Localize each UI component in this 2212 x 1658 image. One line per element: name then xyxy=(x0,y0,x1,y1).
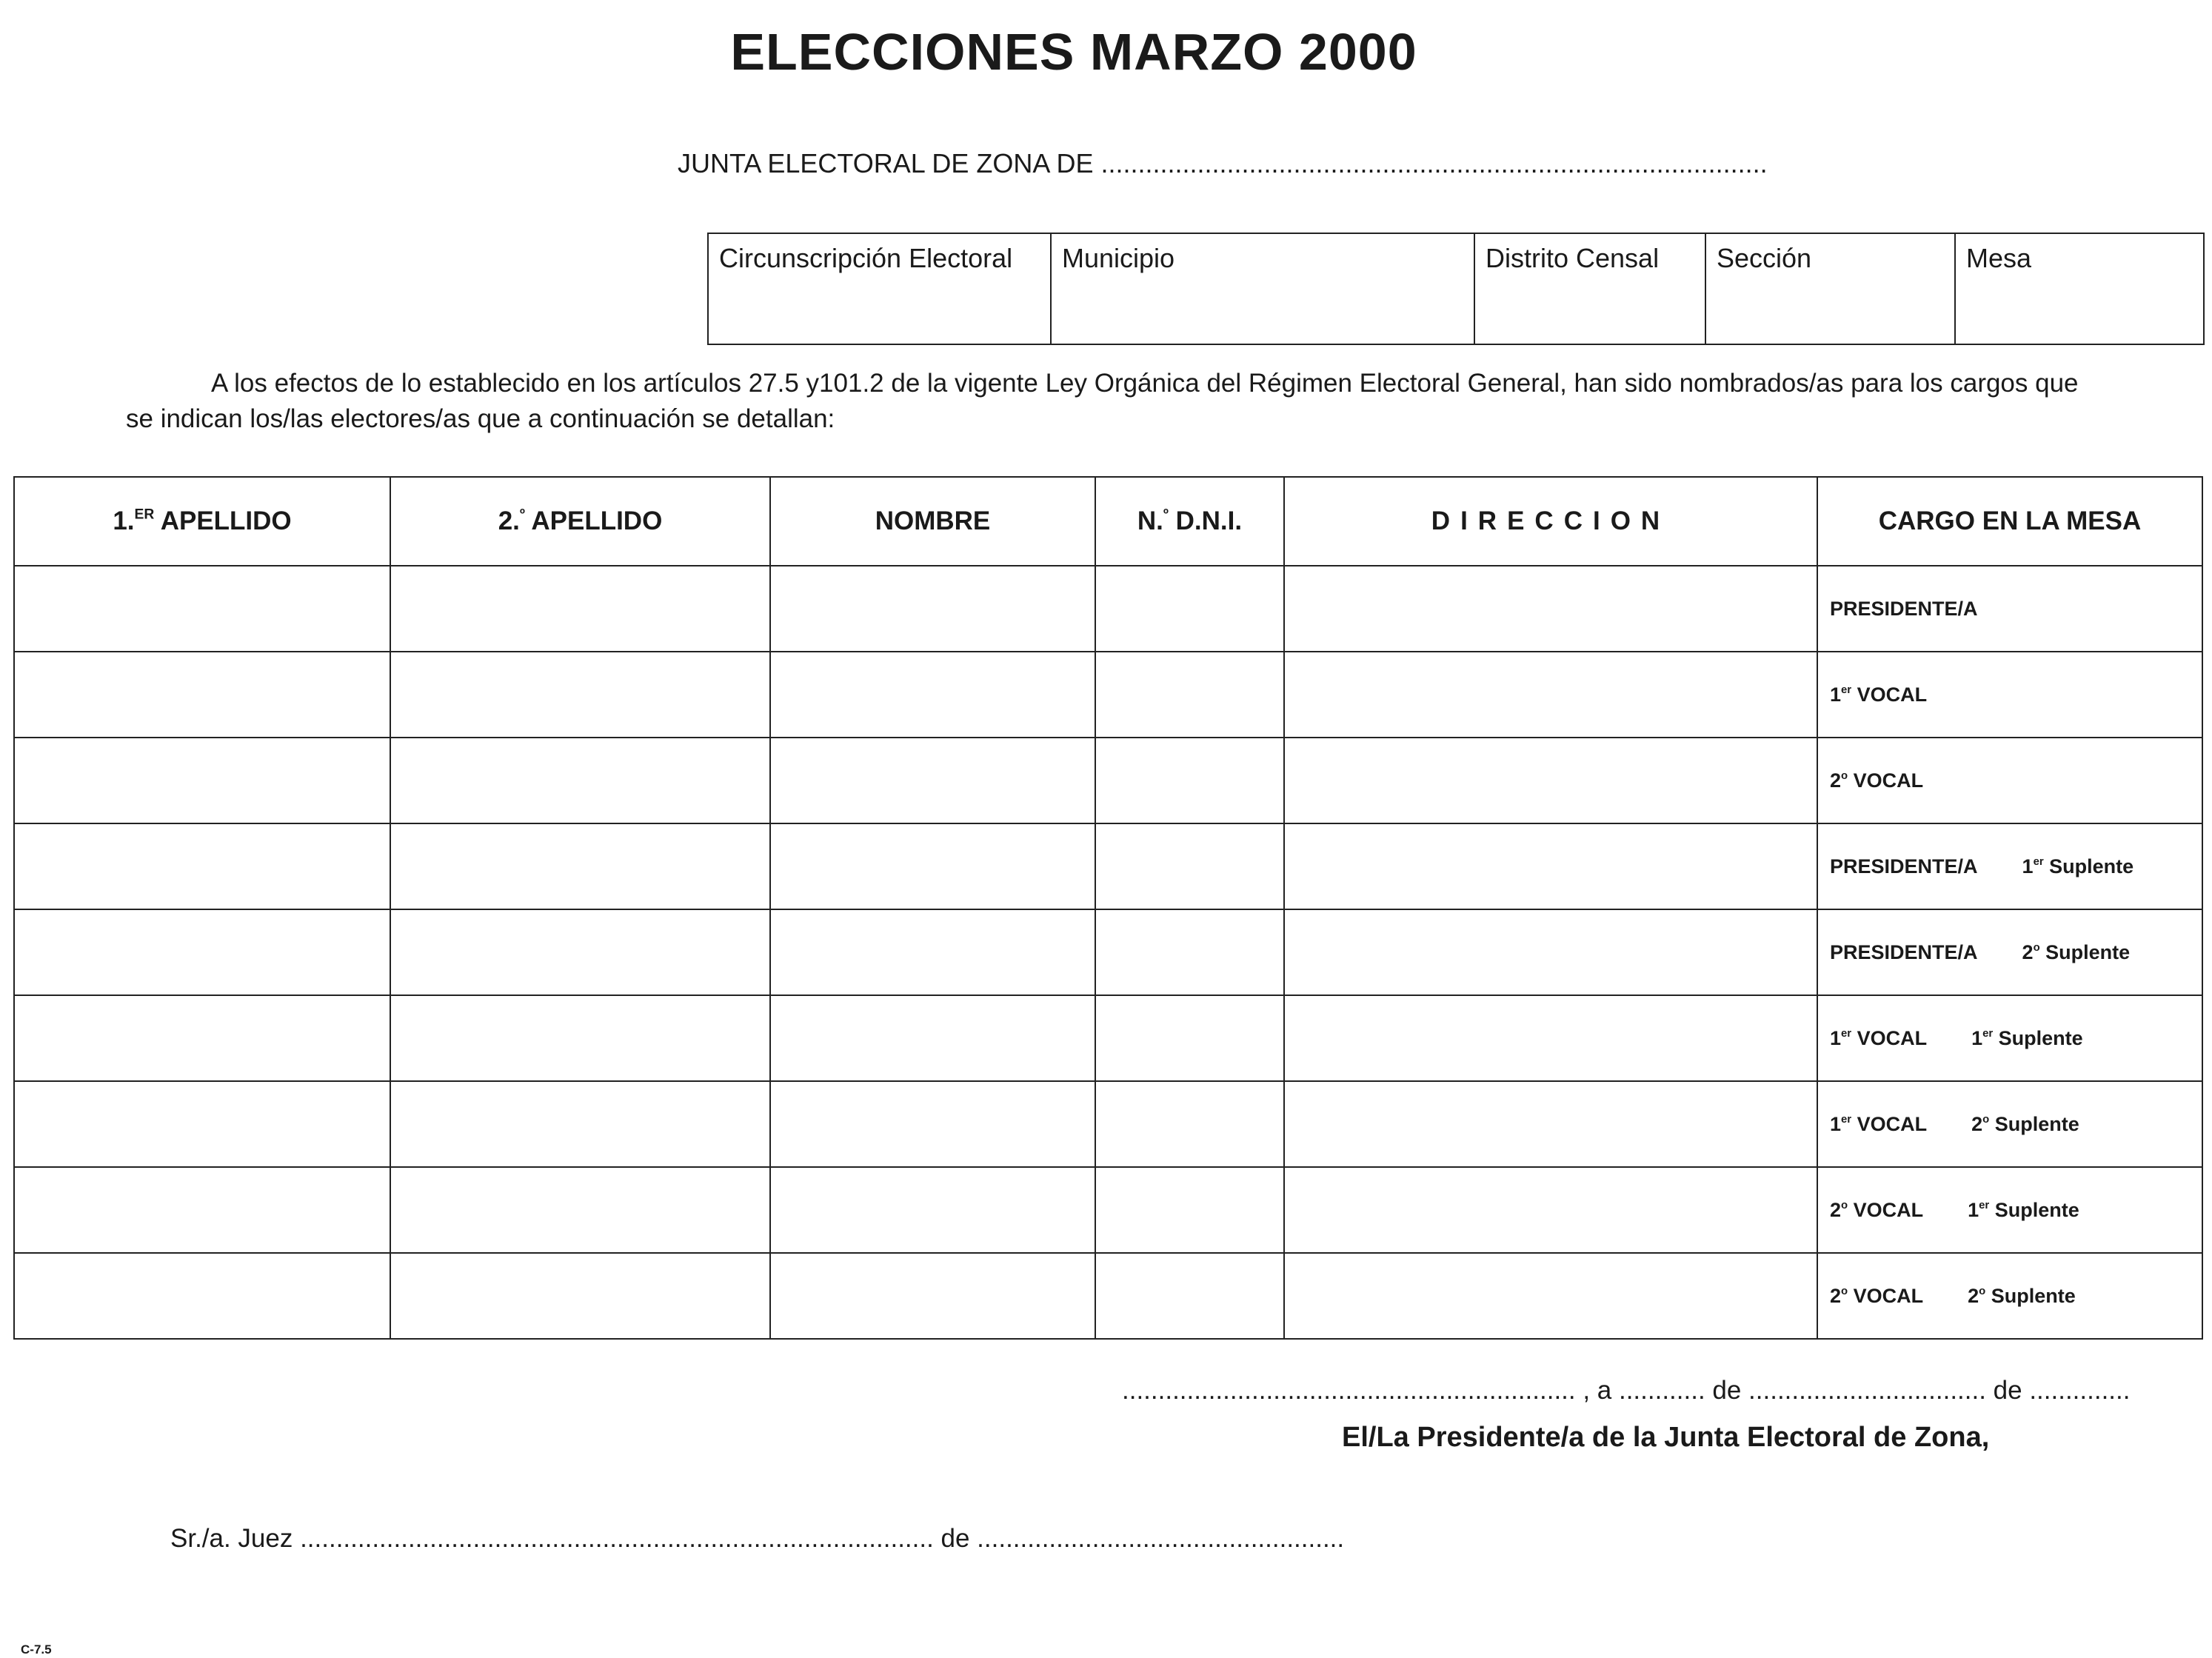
cargo-role: PRESIDENTE/A xyxy=(1830,940,1978,963)
direccion-cell[interactable] xyxy=(1284,566,1817,652)
apellido2-cell[interactable] xyxy=(390,823,770,909)
municipio-field[interactable]: Municipio xyxy=(1051,233,1474,344)
cargo-cell xyxy=(1817,652,2202,738)
nombre-cell[interactable] xyxy=(770,566,1095,652)
cargo-role: 1er VOCAL xyxy=(1830,1112,1928,1135)
header-apellido1: 1.$^{ER}$ APELLIDO xyxy=(14,477,390,566)
direccion-cell[interactable] xyxy=(1284,995,1817,1081)
cargo-role: PRESIDENTE/A xyxy=(1830,597,1978,620)
appointments-table xyxy=(13,476,2203,1340)
nombre-cell[interactable] xyxy=(770,1081,1095,1167)
cargo-cell xyxy=(1817,1081,2202,1167)
header-nombre: NOMBRE xyxy=(770,477,1095,566)
dni-cell[interactable] xyxy=(1095,566,1284,652)
apellido1-cell[interactable] xyxy=(14,823,390,909)
district-table xyxy=(707,233,2205,345)
junta-electoral-label: JUNTA ELECTORAL DE ZONA DE .......................................................................................... xyxy=(678,148,1768,178)
nombre-cell[interactable] xyxy=(770,909,1095,995)
cargo-role: 1er VOCAL xyxy=(1830,683,1928,706)
apellido1-cell[interactable] xyxy=(14,995,390,1081)
dni-cell[interactable] xyxy=(1095,652,1284,738)
dni-cell[interactable] xyxy=(1095,823,1284,909)
apellido2-cell[interactable] xyxy=(390,652,770,738)
apellido2-cell[interactable] xyxy=(390,995,770,1081)
table-row xyxy=(14,566,2202,652)
table-row xyxy=(14,823,2202,909)
apellido2-cell[interactable] xyxy=(390,1167,770,1253)
cargo-suplente: 2$^o$ Suplente xyxy=(1968,1284,2076,1307)
cargo-suplente: 2$^o$ Suplente xyxy=(2022,940,2131,963)
cargo-suplente: 1er Suplente xyxy=(2022,855,2134,878)
cargo-role: 2$^o$ VOCAL xyxy=(1830,769,1924,792)
cargo-cell xyxy=(1817,909,2202,995)
header-cargo: CARGO EN LA MESA xyxy=(1817,477,2202,566)
distrito-censal-field[interactable]: Distrito Censal xyxy=(1474,233,1705,344)
table-row xyxy=(14,738,2202,823)
cargo-cell xyxy=(1817,738,2202,823)
form-code: C-7.5 xyxy=(21,1642,52,1657)
nombre-cell[interactable] xyxy=(770,738,1095,823)
table-row xyxy=(14,1253,2202,1339)
dni-cell[interactable] xyxy=(1095,738,1284,823)
date-place-line[interactable]: ............................................................... , a ............ de ................................. de .............. xyxy=(1122,1376,2131,1405)
table-row xyxy=(14,995,2202,1081)
direccion-cell[interactable] xyxy=(1284,909,1817,995)
cargo-suplente: 2$^o$ Suplente xyxy=(1971,1112,2079,1135)
table-row xyxy=(14,1167,2202,1253)
cargo-cell xyxy=(1817,995,2202,1081)
apellido1-cell[interactable] xyxy=(14,1167,390,1253)
cargo-cell xyxy=(1817,1167,2202,1253)
apellido2-cell[interactable] xyxy=(390,1253,770,1339)
dni-cell[interactable] xyxy=(1095,1167,1284,1253)
apellido1-cell[interactable] xyxy=(14,1081,390,1167)
header-apellido2: 2.$^º$ APELLIDO xyxy=(390,477,770,566)
cargo-cell xyxy=(1817,566,2202,652)
signer-label: El/La Presidente/a de la Junta Electoral de Zona, xyxy=(1342,1422,1990,1453)
apellido2-cell[interactable] xyxy=(390,909,770,995)
table-row xyxy=(14,652,2202,738)
dni-cell[interactable] xyxy=(1095,1253,1284,1339)
nombre-cell[interactable] xyxy=(770,1167,1095,1253)
circunscripcion-field[interactable]: Circunscripción Electoral xyxy=(708,233,1051,344)
apellido2-cell[interactable] xyxy=(390,566,770,652)
apellido1-cell[interactable] xyxy=(14,909,390,995)
direccion-cell[interactable] xyxy=(1284,1253,1817,1339)
nombre-cell[interactable] xyxy=(770,823,1095,909)
apellido1-cell[interactable] xyxy=(14,738,390,823)
nombre-cell[interactable] xyxy=(770,995,1095,1081)
dni-cell[interactable] xyxy=(1095,909,1284,995)
cargo-role: PRESIDENTE/A xyxy=(1830,855,1978,878)
apellido2-cell[interactable] xyxy=(390,738,770,823)
nombre-cell[interactable] xyxy=(770,652,1095,738)
cargo-suplente: 1er Suplente xyxy=(1968,1198,2079,1221)
apellido2-cell[interactable] xyxy=(390,1081,770,1167)
cargo-role: 2$^o$ VOCAL xyxy=(1830,1198,1924,1221)
page-title: ELECCIONES MARZO 2000 xyxy=(730,23,1417,81)
dni-cell[interactable] xyxy=(1095,1081,1284,1167)
seccion-field[interactable]: Sección xyxy=(1705,233,1955,344)
intro-paragraph xyxy=(126,366,2199,437)
direccion-cell[interactable] xyxy=(1284,652,1817,738)
dni-cell[interactable] xyxy=(1095,995,1284,1081)
apellido1-cell[interactable] xyxy=(14,1253,390,1339)
intro-line-2: se indican los/las electores/as que a continuación se detallan: xyxy=(126,404,835,433)
apellido1-cell[interactable] xyxy=(14,652,390,738)
cargo-cell xyxy=(1817,823,2202,909)
cargo-cell xyxy=(1817,1253,2202,1339)
header-dni: N.$^º$ D.N.I. xyxy=(1095,477,1284,566)
cargo-role: 1er VOCAL xyxy=(1830,1026,1928,1049)
table-row xyxy=(14,909,2202,995)
cargo-suplente: 1er Suplente xyxy=(1971,1026,2083,1049)
nombre-cell[interactable] xyxy=(770,1253,1095,1339)
cargo-role: 2$^o$ VOCAL xyxy=(1830,1284,1924,1307)
intro-line-1: A los efectos de lo establecido en los artículos 27.5 y101.2 de la vigente Ley Orgánica del Régimen Electoral General, han sido nombrados/as para los cargos que xyxy=(211,369,2079,398)
direccion-cell[interactable] xyxy=(1284,823,1817,909)
header-direccion: DIRECCION xyxy=(1284,477,1817,566)
direccion-cell[interactable] xyxy=(1284,1167,1817,1253)
mesa-field[interactable]: Mesa xyxy=(1955,233,2204,344)
apellido1-cell[interactable] xyxy=(14,566,390,652)
table-row xyxy=(14,1081,2202,1167)
direccion-cell[interactable] xyxy=(1284,738,1817,823)
direccion-cell[interactable] xyxy=(1284,1081,1817,1167)
juez-line[interactable]: Sr./a. Juez ........................................................................................ de ................................................... xyxy=(170,1524,1345,1553)
table-header-row xyxy=(14,477,2202,566)
